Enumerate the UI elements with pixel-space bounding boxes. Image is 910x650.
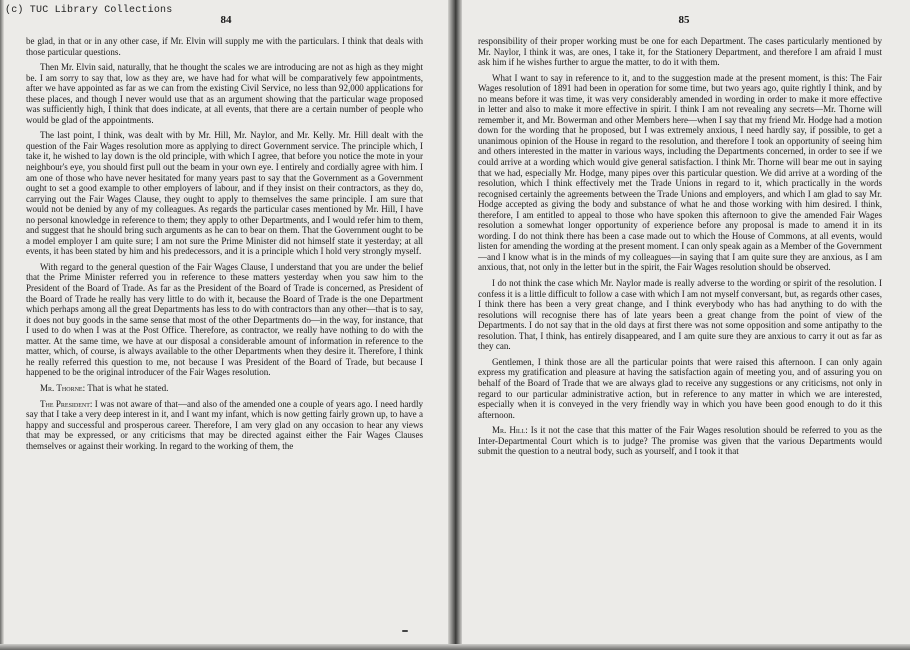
page-edge-shadow (0, 0, 4, 650)
exchange-paragraph (26, 399, 423, 452)
copyright-notice: (c) TUC Library Collections (5, 5, 173, 16)
speaker-name: Mr. Hill (492, 425, 526, 436)
paragraph: be glad, in that or in any other case, if Mr. Elvin will supply me with the particulars. I think that deals with those particular questions. (26, 36, 423, 57)
right-page (458, 0, 910, 650)
speech-text: : I was not aware of that—and also of the amended one a couple of years ago. I need hardly say that I take a very deep interest in it, and I want my infant, which is now getting fairly grown up, to have a happy and successful and prosperous career. Therefore, I am very glad on any occasion to hear any views that may be expressed, or any criticisms that may be directed against either the Fair Wages Clauses themselves or against their working. In regard to the working of them, the (26, 398, 423, 451)
paragraph: What I want to say in reference to it, and to the suggestion made at the present moment, is this: The Fair Wages resolution of 1891 had been in operation for some time, but two years ago, quite rightly I think, and by no means before it was time, it was very considerably amended in wording in order to make it more effective in letter and also to make it more effective in spirit. I think I am not revealing any secrets—Mr. Thorne will remember it, and Mr. Bowerman and other Members here—when I say that my friend Mr. Hodge had a motion down for the wording that he proposed, but I was extremely anxious, I need hardly say, if possible, to get a unanimous opinion of the House in regard to the resolution, and therefore I took an opportunity of seeing him and others interested in the matter in various ways, including the Departments concerned, in order to see if we could arrive at a wording which would give general satisfaction. I think Mr. Thorne will bear me out in saying that we had, especially Mr. Hodge, many pipes over this particular question. We did arrive at a wording of the resolution, which I think effectively met the Trade Unions in regard to it, which practically in the words recognised certainly the agreements between the Trade Unions and employers, and which I am glad to say Mr. Hodge accepted as giving the body and substance of what he and those working with him desired. I think, therefore, I am entitled to appeal to those who have spoken this afternoon to give the amended Fair Wages resolution a somewhat longer opportunity of experience before any proposal is made to amend it in its wording. I do not think there has been a case made out to which the House of Commons, at all events, would listen for amending the wording at the present moment. I can only speak again as a Member of the Government—and I know what is in the minds of my colleagues—in saying that I am quite sure they are anxious, as I am anxious, that, not only in the letter but in the spirit, the Fair Wages resolution should be observed. (478, 72, 882, 273)
speaker-name: The President (40, 398, 90, 409)
exchange-paragraph (26, 383, 423, 394)
exchange-paragraph (478, 425, 882, 457)
speech-text: : Is it not the case that this matter of the Fair Wages resolution should be referred to you as the Inter-Departmental Court which is to judge? The promise was given that the various Departments would submit the question to a neutral body, such as yourself, and I took it that (478, 425, 882, 457)
speaker-name: Mr. Thorne (40, 382, 83, 393)
left-page-text (26, 36, 423, 456)
right-page-number: 85 (678, 14, 690, 26)
paragraph: With regard to the general question of the Fair Wages Clause, I understand that you are under the belief that the Prime Minister referred you in reference to these matters yesterday when you saw him to the President of the Board of Trade. As far as the President of the Board of Trade is concerned, as President of the Board of Trade he really has very little to do with it, because the Board of Trade is the one Department which perhaps among all the great Departments has less to do with contractors than any other—that is to say, it does not buy goods in the same sense that most of the other Departments do—in the way, for instance, that I used to do when I was at the Post Office. Therefore, as contractor, we really have nothing to do with the matter. At the same time, we have at our disposal a considerable amount of information in reference to the matter, which, of course, is always available to the other Departments when they desire it. Therefore, I think he really referred this question to me, not because I was President of the Board of Trade, but because I happened to be the original introducer of the Fair Wages resolution. (26, 261, 423, 378)
right-page-text (478, 36, 882, 462)
left-page (0, 0, 452, 650)
print-speck (402, 630, 408, 632)
left-page-number: 84 (220, 14, 232, 26)
book-gutter (448, 0, 462, 650)
paragraph: The last point, I think, was dealt with by Mr. Hill, Mr. Naylor, and Mr. Kelly. Mr. Hill dealt with the question of the Fair Wages resolution more as applying to direct Government service. The principle which, I take it, he wished to lay down is the old principle, with which I agree, that before you notice the mote in your neighbour's eye, you should first pull out the beam in your own eye. I entirely and cordially agree with him. I am one of those who have never hesitated for many years past to say that the Government as a Government ought to set a good example to other employers of labour, and if they insist on their contractors, as they do, carrying out the Fair Wages Clause, they ought to apply to themselves the same principle. I am sure that would not be denied by any of my colleagues. As regards the particular cases mentioned by Mr. Hill, I have no personal knowledge in reference to them; they apply to other Departments, and I would refer him to them, and suggest that he should bring such arguments as he can to bear on them. That the Government ought to be a model employer I am quite sure; I am not sure the Prime Minister did not himself state it yesterday; at all events, it has been stated by him and his predecessors, and it is a principle which I hold very strongly myself. (26, 130, 423, 257)
bottom-edge-shadow (0, 644, 910, 650)
paragraph: I do not think the case which Mr. Naylor made is really adverse to the wording or spirit of the resolution. I confess it is a little difficult to follow a case with which I am not myself conversant, but, as regards other cases, I think there has been a very great change, and I think everybody who has had anything to do with the resolutions will recognise there has of late years been a great change from the point of view of the Departments. I do not say that in the old days at first there was not some opposition and some antipathy to the resolution. That, I think, has entirely disappeared, and I am quite sure they are anxious to carry it out as far as they can. (478, 278, 882, 352)
paragraph: responsibility of their proper working must be one for each Department. The cases particularly mentioned by Mr. Naylor, I think it was, are ones, I take it, for the Stationery Department, and therefore I am afraid I must ask him if he wishes further to argue the matter, to do it with them. (478, 36, 882, 68)
speech-text: : That is what he stated. (82, 382, 169, 393)
paragraph: Then Mr. Elvin said, naturally, that he thought the scales we are introducing are not as high as they might be. I am sorry to say that, low as they are, we have had for what will be comparatively few appointments, after we have appointed as far as we can from the existing Civil Service, no less than 92,000 applications for these places, and though I never would use that as an argument showing that the particular wage proposed was sufficiently high, I think that does indicate, at all events, that there are a certain number of people who would be glad of the appointments. (26, 62, 423, 125)
paragraph: Gentlemen, I think those are all the particular points that were raised this afternoon. I can only again express my gratification and pleasure at having the satisfaction again of meeting you, and of assuring you on behalf of the Board of Trade that we are always glad to receive any suggestions or any criticisms, not only in regard to our particular administrative action, but in reference to any matter in which we are interested, especially when it is conveyed in the very friendly way in which you have been good enough to do it this afternoon. (478, 356, 882, 420)
